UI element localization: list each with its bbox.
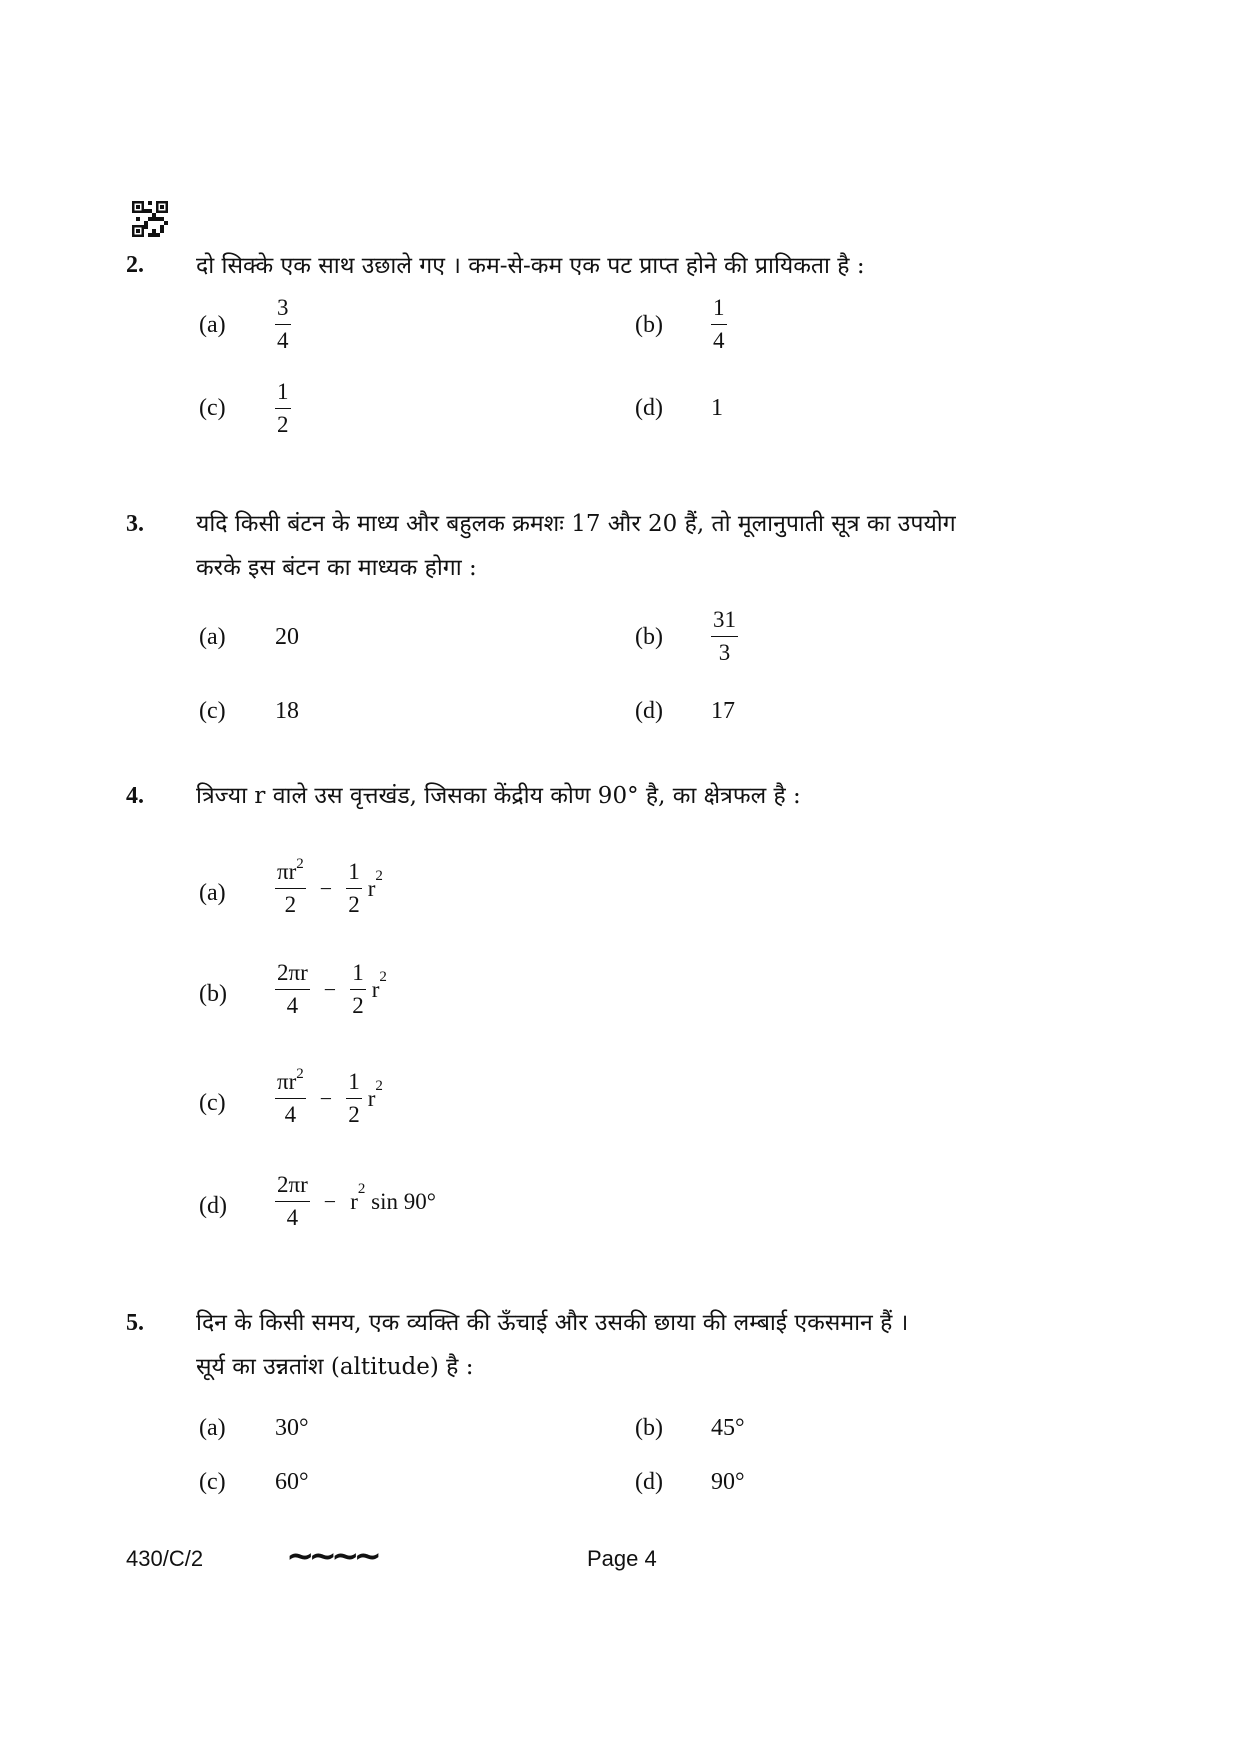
question-number: 3. [126,511,144,537]
option-label: (a) [199,312,226,338]
r-squared: r 2 [367,1077,383,1111]
option-value: 1 [711,395,723,421]
r-squared-sin-term: r 2 sin 90° [350,1180,436,1214]
option-value: 90° [711,1469,745,1495]
minus-sign: − [323,1188,337,1214]
numerator: 2πr [275,959,310,990]
numerator: 1 [346,1068,362,1099]
fraction [711,606,738,667]
numerator: 1 [350,959,366,990]
question-number: 4. [126,783,144,809]
denominator: 2 [277,412,289,437]
numerator: 3 [275,294,291,325]
page-number: Page 4 [587,1546,657,1571]
option-label: (a) [199,624,226,650]
option-label: (c) [199,1090,226,1116]
option-label: (a) [199,1415,226,1441]
option-value: 18 [275,698,299,724]
fraction [275,378,291,439]
option-label: (b) [199,981,227,1007]
question-text: त्रिज्या r वाले उस वृत्तखंड, जिसका केंद्रीय कोण 90° है, का क्षेत्रफल है : [196,783,801,809]
numerator: 31 [711,606,738,637]
math-expression [275,959,387,1020]
question-number: 5. [126,1310,144,1336]
numerator: 1 [711,294,727,325]
option-label: (d) [635,395,663,421]
option-label: (c) [199,1469,226,1495]
minus-sign: − [319,875,333,901]
numerator: $\pi r^2$ [275,1068,306,1099]
minus-sign: − [323,976,337,1002]
tilde-mark: ~~~~ [286,1536,376,1576]
option-label: (b) [635,624,663,650]
math-expression [275,1068,383,1129]
numerator: $\pi r^2$ [275,858,306,889]
denominator: 2 [348,1102,360,1127]
minus-sign: − [319,1085,333,1111]
option-value: 20 [275,624,299,650]
option-label: (c) [199,395,226,421]
option-label: (b) [635,1415,663,1441]
denominator: 4 [284,1102,297,1127]
option-value: 17 [711,698,735,724]
denominator: 2 [352,993,364,1018]
denominator: 4 [286,993,299,1018]
question-text-line: यदि किसी बंटन के माध्य और बहुलक क्रमशः 17 और 20 हैं, तो मूलानुपाती सूत्र का उपयोग [196,511,956,537]
r-squared: r 2 [371,968,387,1002]
numerator: 1 [275,378,291,409]
option-label: (b) [635,312,663,338]
denominator: 4 [277,328,289,353]
paper-code: 430/C/2 [126,1546,204,1571]
denominator: 4 [286,1205,299,1230]
option-label: (d) [635,1469,663,1495]
numerator: 1 [346,858,362,889]
fraction [350,959,366,1020]
math-expression [275,858,383,919]
numerator: 2πr [275,1171,310,1202]
denominator: 2 [348,892,360,917]
fraction [275,1068,306,1129]
fraction [275,1171,310,1232]
denominator: 4 [713,328,725,353]
denominator: 2 [284,892,297,917]
denominator: 3 [718,640,731,665]
option-label: (d) [635,698,663,724]
fraction [275,294,291,355]
fraction [346,1068,362,1129]
option-label: (a) [199,880,226,906]
option-value: 30° [275,1415,309,1441]
question-text: दो सिक्के एक साथ उछाले गए । कम-से-कम एक पट प्राप्त होने की प्रायिकता है : [196,253,865,279]
question-text-line: दिन के किसी समय, एक व्यक्ति की ऊँचाई और उसकी छाया की लम्बाई एकसमान हैं । [196,1310,909,1336]
question-text-line: करके इस बंटन का माध्यक होगा : [196,555,477,581]
fraction [346,858,362,919]
question-text-line: सूर्य का उन्नतांश (altitude) है : [196,1354,474,1380]
option-label: (c) [199,698,226,724]
fraction [275,959,310,1020]
option-label: (d) [199,1193,227,1219]
qr-code-icon [132,201,168,237]
fraction [275,858,306,919]
fraction [711,294,727,355]
option-value: 45° [711,1415,745,1441]
option-value: 60° [275,1469,309,1495]
question-number: 2. [126,252,144,278]
math-expression [275,1171,436,1232]
r-squared: r 2 [367,867,383,901]
